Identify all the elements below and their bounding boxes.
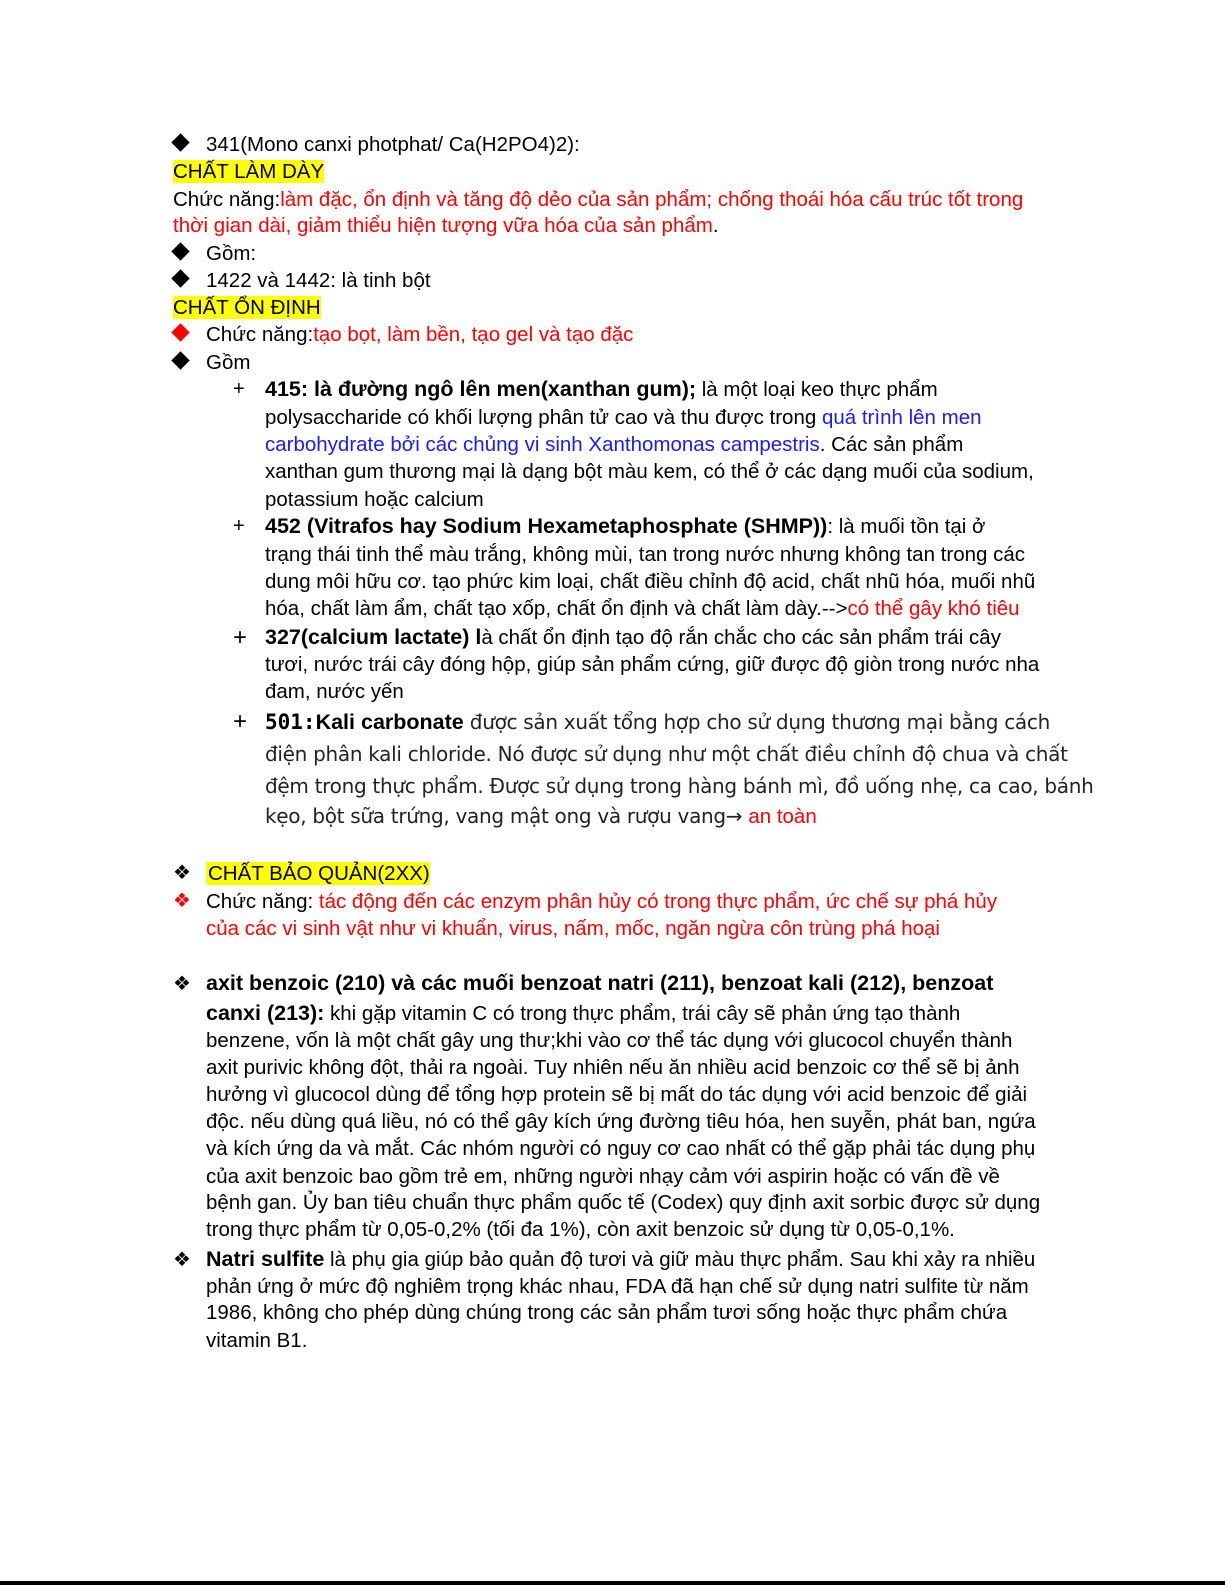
text-line: Chức năng:làm đặc, ổn định và tăng độ dẻo của sản phẩm; chống thoái hóa cấu trúc tốt trong <box>173 188 1024 211</box>
text-line: axit benzoic (210) và các muối benzoat natri (211), benzoat kali (212), benzoat <box>206 971 994 995</box>
section-heading-stabilizer: CHẤT ỔN ĐỊNH <box>173 296 321 319</box>
plus-bullet-icon: + <box>233 378 245 400</box>
text-line: thời gian dài, giảm thiểu hiện tượng vữa hóa của sản phẩm. <box>173 214 719 237</box>
text-line: 452 (Vitrafos hay Sodium Hexametaphosphate (SHMP)): là muối tồn tại ở <box>265 514 986 538</box>
four-diamond-bullet-icon: ❖ <box>173 890 191 912</box>
text-line: phản ứng ở mức độ nghiêm trọng khác nhau, FDA đã hạn chế sử dụng natri sulfite từ năm <box>206 1275 1029 1298</box>
text-line: vitamin B1. <box>206 1329 308 1352</box>
text-line: bệnh gan. Ủy ban tiêu chuẩn thực phẩm quốc tế (Codex) quy định axit sorbic được sử dụng <box>206 1191 1041 1214</box>
text-line: dung môi hữu cơ. tạo phức kim loại, chất điều chỉnh độ acid, chất nhũ hóa, muối nhũ <box>265 570 1036 593</box>
text-line: tươi, nước trái cây đóng hộp, giúp sản phẩm cứng, giữ được độ giòn trong nước nha <box>265 653 1040 676</box>
text-line: Gồm <box>206 351 251 374</box>
text-line: hóa, chất làm ẩm, chất tạo xốp, chất ổn định và chất làm dày.-->có thể gây khó tiêu <box>265 597 1020 620</box>
text-line: potassium hoặc calcium <box>265 488 484 511</box>
text-line: điện phân kali chloride. Nó được sử dụng như một chất điều chỉnh độ chua và chất <box>265 742 1068 766</box>
text-line: Natri sulfite là phụ gia giúp bảo quản độ tươi và giữ màu thực phẩm. Sau khi xảy ra nhiều <box>206 1247 1036 1271</box>
text-line: 1986, không cho phép dùng chúng trong các sản phẩm tươi sống hoặc thực phẩm chứa <box>206 1301 1008 1324</box>
text-line: 501:Kali carbonate được sản xuất tổng hợp cho sử dụng thương mại bằng cách <box>265 710 1050 734</box>
text-line: Chức năng: tác động đến các enzym phân hủy có trong thực phẩm, ức chế sự phá hủy <box>206 890 998 913</box>
text-line: carbohydrate bởi các chủng vi sinh Xanthomonas campestris. Các sản phẩm <box>265 433 964 456</box>
text-line: 341(Mono canxi photphat/ Ca(H2PO4)2): <box>206 133 580 156</box>
plus-bullet-icon: + <box>233 515 245 537</box>
text-line: hưởng vì glucocol dùng để tổng hợp protein sẽ bị mất do tác dụng với acid benzoic để giải <box>206 1083 1028 1106</box>
text-line: 327(calcium lactate) là chất ổn định tạo độ rắn chắc cho các sản phẩm trái cây <box>265 625 1001 649</box>
four-diamond-bullet-icon: ❖ <box>173 862 191 884</box>
section-heading-thickener: CHẤT LÀM DÀY <box>173 160 325 183</box>
text-line: độc. nếu dùng quá liều, nó có thể gây kích ứng đường tiêu hóa, hen suyễn, phát ban, ngứa <box>206 1110 1036 1133</box>
page-bottom-border <box>0 1581 1225 1585</box>
text-line: axit purivic không đột, thải ra ngoài. Tuy nhiên nếu ăn nhiều acid benzoic cơ thể sẽ bị ảnh <box>206 1056 1020 1079</box>
text-line: của axit benzoic bao gồm trẻ em, những người nhạy cảm với aspirin hoặc có vấn đề về <box>206 1165 1000 1188</box>
diamond-bullet-icon <box>174 242 198 264</box>
text-line: trạng thái tinh thể màu trắng, không mùi, tan trong nước nhưng không tan trong các <box>265 543 1025 566</box>
text-line: và kích ứng da và mắt. Các nhóm người có nguy cơ cao nhất có thể gặp phải tác dụng phụ <box>206 1137 1036 1160</box>
plus-bullet-icon: + <box>233 708 248 735</box>
diamond-bullet-icon <box>174 133 198 155</box>
text-line: polysaccharide có khối lượng phân tử cao và thu được trong quá trình lên men <box>265 406 982 429</box>
text-line: Chức năng:tạo bọt, làm bền, tạo gel và tạo đặc <box>206 323 634 346</box>
section-heading-preservative: CHẤT BẢO QUẢN(2XX) <box>208 862 430 885</box>
text-line: xanthan gum thương mại là dạng bột màu kem, có thể ở các dạng muối của sodium, <box>265 460 1034 483</box>
text-line: trong thực phẩm từ 0,05-0,2% (tối đa 1%), còn axit benzoic sử dụng từ 0,05-0,1%. <box>206 1218 955 1241</box>
text-line: canxi (213): khi gặp vitamin C có trong thực phẩm, trái cây sẽ phản ứng tạo thành <box>206 1001 961 1025</box>
text-line: benzene, vốn là một chất gây ung thư;khi vào cơ thể tác dụng với glucocol chuyển thành <box>206 1029 1013 1052</box>
diamond-bullet-icon <box>174 269 198 291</box>
text-line: kẹo, bột sữa trứng, vang mật ong và rượu vang→ an toàn <box>265 804 817 828</box>
text-line: 415: là đường ngô lên men(xanthan gum); là một loại keo thực phẩm <box>265 377 938 401</box>
four-diamond-bullet-icon: ❖ <box>173 1249 191 1271</box>
text-line: đam, nước yến <box>265 680 404 703</box>
diamond-bullet-icon <box>174 351 198 373</box>
text-line: 1422 và 1442: là tinh bột <box>206 269 431 292</box>
four-diamond-bullet-icon: ❖ <box>173 973 191 995</box>
plus-bullet-icon: + <box>233 624 248 651</box>
text-line: Gồm: <box>206 242 257 265</box>
text-line: đệm trong thực phẩm. Được sử dụng trong hàng bánh mì, đồ uống nhẹ, ca cao, bánh <box>265 774 1094 798</box>
diamond-bullet-icon <box>174 323 198 345</box>
text-line: của các vi sinh vật như vi khuẩn, virus, nấm, mốc, ngăn ngừa côn trùng phá hoại <box>206 917 940 940</box>
